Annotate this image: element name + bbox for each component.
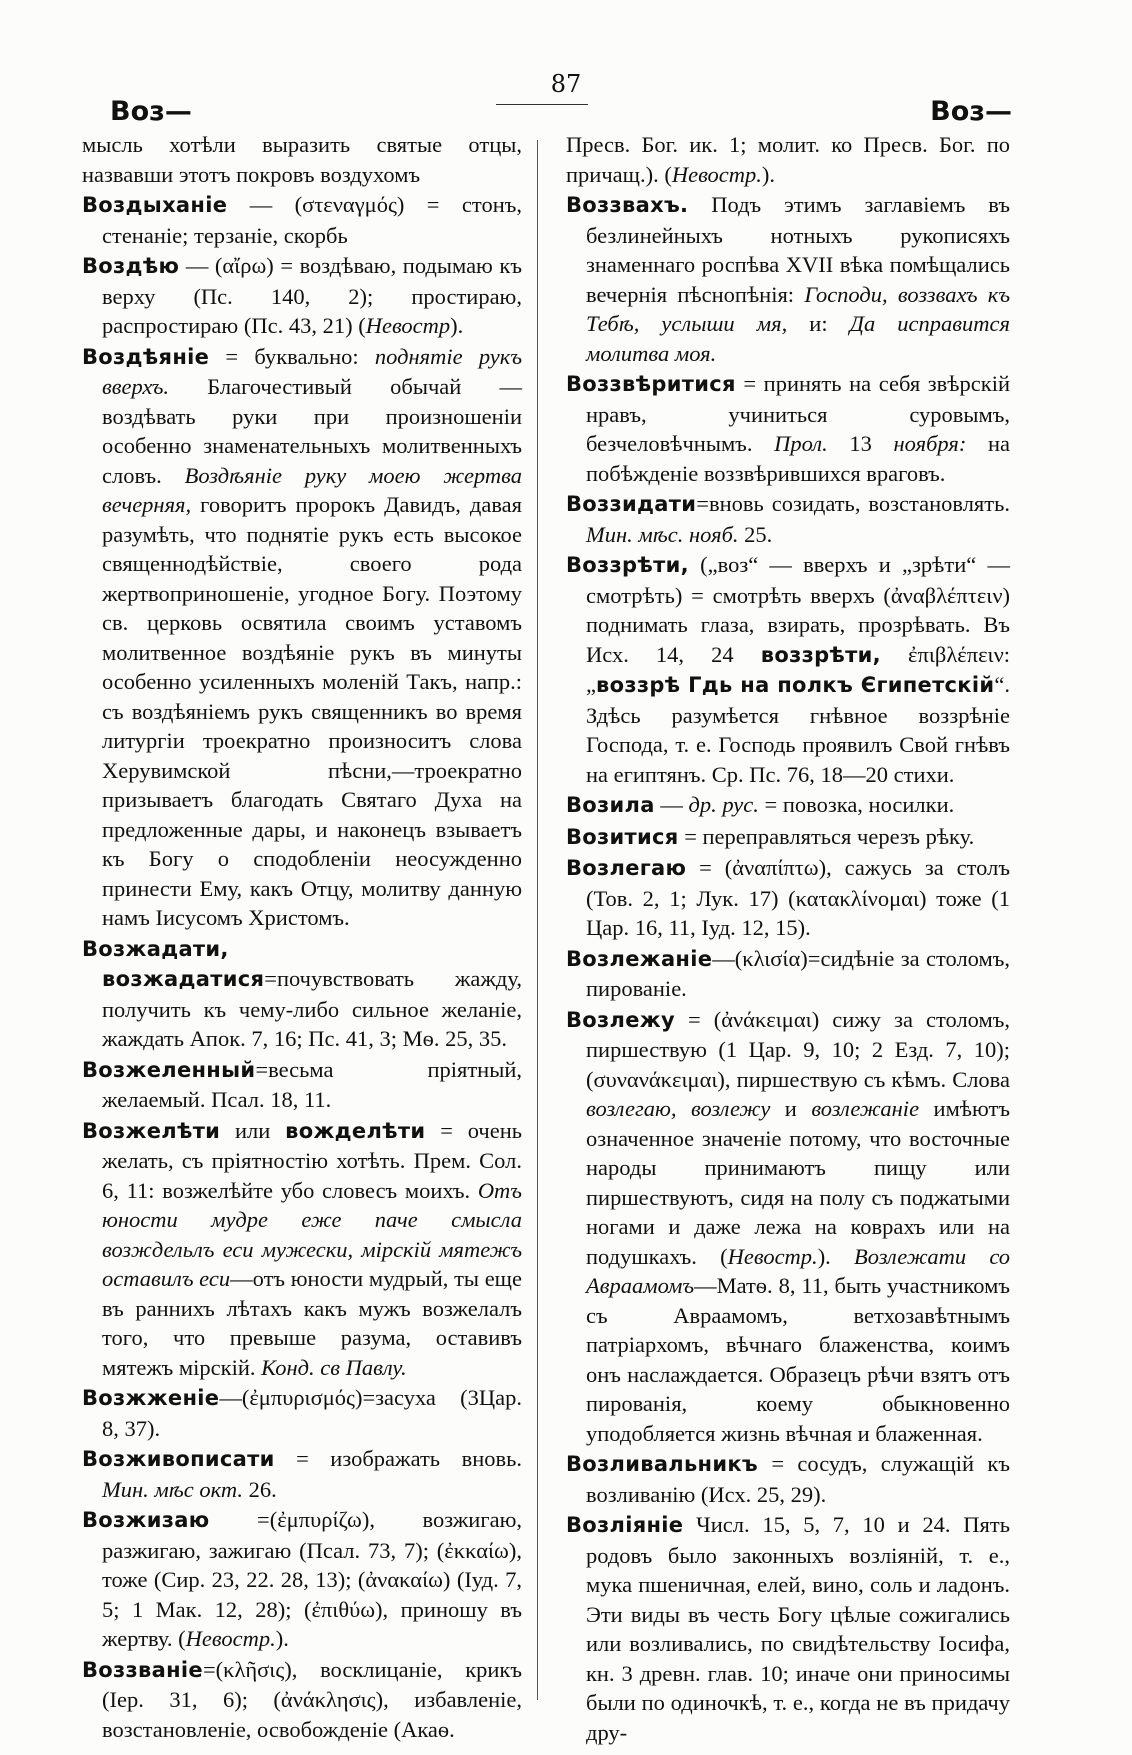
entry-text: = (ἀνάκειμαι) сижу за столомъ, пиршествую (1 Цар. 9, 10; 2 Езд. 7, 10); (συνανάκειμαι), пиршествую съ кѣмъ. Слова bbox=[586, 1006, 1010, 1092]
entry-text: ). bbox=[761, 161, 776, 187]
dictionary-entry bbox=[566, 1449, 1010, 1509]
entry-text: на побѣжденіе воззвѣрившихся враговъ. bbox=[586, 431, 1010, 486]
italic-text: возлегаю, возлежу bbox=[586, 1096, 771, 1121]
entry-text: —(κλισία)=сидѣніе за столомъ, пированіе. bbox=[586, 945, 1010, 1001]
entry-text: = повозка, носилки. bbox=[758, 792, 955, 817]
italic-text: Прол. bbox=[774, 431, 828, 456]
headword: Возжелѣти bbox=[82, 1118, 221, 1143]
entry-text: — (αἴρω) = воздѣваю, подымаю къ верху (Пс. 140, 2); простираю, распростираю (Пс. 43, 21) ( bbox=[102, 253, 522, 338]
entry-text: („воз“ — вверхъ и „зрѣти“ — смотрѣть) = смотрѣть вверхъ (ἀναβλέπτειν) поднимать глаза, взирать, прозрѣвать. Въ Исх. 14, 24 bbox=[586, 552, 1010, 667]
running-head-right: Воз— bbox=[930, 96, 1012, 127]
entry-text: = очень желать, съ пріятностію хотѣть. Прем. Сол. 6, 11: возжелѣйте убо словесъ моихъ. bbox=[102, 1117, 523, 1203]
page-number: 87 bbox=[550, 70, 582, 98]
headword: Возжженіе bbox=[82, 1386, 220, 1410]
entry-text: или bbox=[220, 1117, 286, 1143]
headword: Воздѣяніе bbox=[82, 344, 210, 369]
left-column bbox=[82, 130, 523, 1742]
dictionary-entry bbox=[82, 251, 522, 341]
headword: воззрѣти, bbox=[760, 642, 881, 667]
entry-text: —(ἐμπυρισμός)=засуха (3Цар. 8, 37). bbox=[102, 1385, 522, 1441]
dictionary-entry bbox=[566, 550, 1010, 789]
dictionary-entry bbox=[566, 369, 1010, 488]
headword: Воззвахъ. bbox=[566, 193, 689, 217]
entry-text: =вновь созидать, возстановлять. bbox=[696, 491, 1010, 516]
headword: Воззваніе bbox=[82, 1657, 203, 1682]
entry-text: — (στεναγμός) = стонъ, стенаніе; терзаніе, скорбь bbox=[102, 192, 522, 248]
italic-text: Мин. мѣс. нояб. bbox=[586, 521, 739, 547]
entry-text: ). bbox=[817, 1243, 855, 1269]
entry-text: =(κλῆσις), восклицаніе, крикъ (Іер. 31, 6); (ἀνάκλησις), избавленіе, возстановленіе, освобожденіе (Акаѳ. bbox=[102, 1656, 522, 1742]
dictionary-entry bbox=[82, 190, 522, 250]
column-divider bbox=[537, 140, 538, 1700]
entry-text: =весьма пріятный, желаемый. Псал. 18, 11. bbox=[102, 1056, 522, 1112]
entry-text: = сосудъ, служащій къ возливанію (Исх. 25, 29). bbox=[586, 1451, 1010, 1507]
page-number-rule bbox=[496, 104, 588, 105]
entry-text: 26. bbox=[243, 1476, 277, 1502]
headword: вожделѣти bbox=[285, 1118, 426, 1143]
italic-text: ноября: bbox=[893, 431, 967, 456]
headword: Возлежаніе bbox=[566, 946, 713, 971]
entry-text: Благочестивый обычай — воздѣвать руки при произношеніи особенно знаменательныхъ молитвенныхъ словъ. bbox=[102, 374, 522, 488]
entry-text: имѣютъ означенное значеніе потому, что восточные народы принимаютъ пищу или пиршествуютъ, сидя на полу съ поджатыми ногами и даже лежа на коврахъ или на подушкахъ. ( bbox=[586, 1096, 1011, 1269]
dictionary-entry bbox=[82, 934, 522, 1054]
entry-text: =почувствовать жажду, получить къ чему-либо сильное желаніе, жаждать Апок. 7, 16; Пс. 41, 3; Мѳ. 25, 35. bbox=[102, 966, 522, 1051]
dictionary-entry bbox=[82, 1444, 522, 1504]
dictionary-entry bbox=[566, 944, 1010, 1004]
italic-text: Да исправится молитва моя. bbox=[586, 311, 1010, 366]
italic-text: поднятіе рукъ вверхъ. bbox=[102, 343, 522, 399]
headword: Возливальникъ bbox=[566, 1452, 759, 1476]
entry-text: Пресв. Бог. ик. 1; молит. ко Пресв. Бог. по причащ.). ( bbox=[566, 132, 1010, 187]
italic-text: Невостр. bbox=[185, 1626, 276, 1651]
dictionary-entry bbox=[566, 790, 1010, 821]
italic-text: Конд. св Павлу. bbox=[261, 1354, 407, 1380]
entry-text: Числ. 15, 5, 7, 10 и 24. Пять родовъ было законныхъ возліяній, т. е., мука пшеничная, елей, вино, соль и ладонъ. Эти виды въ честь Богу цѣлые сожигались или возливались, по свидѣтельству Іосифа, кн. 3 древн. глав. 10; иначе они приносимы были по одиночкѣ, т. е., когда не въ придачу дру- bbox=[586, 1512, 1010, 1745]
headword: Возліяніе bbox=[566, 1513, 684, 1537]
entry-text: 13 bbox=[827, 431, 894, 456]
dictionary-entry bbox=[566, 822, 1010, 853]
headword: Воззидати bbox=[566, 492, 697, 516]
italic-text: Возлежати со Авраамомъ bbox=[586, 1243, 1010, 1298]
entry-text: ἐπιβλέπειν: „ bbox=[586, 641, 1010, 697]
entry-text: = изображать вновь. bbox=[274, 1446, 522, 1471]
dictionary-entry bbox=[566, 489, 1010, 549]
dictionary-entry bbox=[566, 1510, 1010, 1747]
entry-text: мысль хотѣли выразить святые отцы, назвавши этотъ покровъ воздухомъ bbox=[82, 132, 522, 187]
headword: Возлегаю bbox=[566, 856, 687, 880]
headword: Воззвѣритися bbox=[566, 372, 736, 396]
entry-text: = буквально: bbox=[209, 343, 375, 369]
entry-text: = переправляться черезъ рѣку. bbox=[678, 823, 975, 849]
headword: Воздыханіе bbox=[82, 193, 228, 217]
entry-text: Подъ этимъ заглавіемъ въ безлинейныхъ нотныхъ рукописяхъ знаменнаго роспѣва XVII вѣка помѣщались вечернія пѣснопѣнія: bbox=[586, 192, 1010, 307]
headword: Возжадати, возжадатися bbox=[82, 936, 265, 991]
headword: Возжеленный bbox=[82, 1057, 256, 1082]
entry-text: — bbox=[654, 792, 689, 817]
headword: Воздѣю bbox=[82, 254, 180, 278]
headword: Возжизаю bbox=[82, 1508, 210, 1532]
continued-paragraph bbox=[566, 130, 1010, 189]
headword: Возлежу bbox=[566, 1007, 675, 1032]
entry-text: “. Здѣсь разумѣется гнѣвное воззрѣніе Господа, т. е. Господь проявилъ Свой гнѣвъ на египтянъ. Ср. Пс. 76, 18—20 стихи. bbox=[586, 672, 1010, 787]
italic-text: Отъ юности мудре еже паче смысла возждельлъ еси мужески, мірскій мятежъ оставилъ еси bbox=[102, 1177, 522, 1291]
entry-text: —Матѳ. 8, 11, быть участникомъ съ Авраамомъ, ветхозавѣтнымъ патріархомъ, вѣчнаго блаженства, коимъ онъ наслаждается. Образецъ рѣчи взятъ отъ пированія, коему обыкновенно уподобляется жизнь вѣчная и блаженная. bbox=[586, 1273, 1010, 1446]
dictionary-entry bbox=[82, 342, 522, 933]
entry-text: говоритъ пророкъ Давидъ, давая разумѣть, что поднятіе рукъ есть высокое священнодѣйствіе, своего рода жертвоприношеніе, угодное Богу. Поэтому св. церковь освятила своимъ уставомъ молитвенное воздѣяніе рукъ въ минуты особенно усиленныхъ моленій Такъ, напр.: съ воздѣяніемъ рукъ священникъ во время литургіи троекратно произноситъ слова Херувимской пѣсни,—троекратно призываетъ благодать Святаго Духа на предложенные дары, и наконецъ взываетъ къ Богу о сподобленіи неосужденно принести Ему, какъ Отцу, молитву данную намъ Іисусомъ Христомъ. bbox=[102, 492, 522, 930]
italic-text: Господи, воззвахъ къ Тебѣ, услыши мя, bbox=[586, 281, 1010, 336]
italic-text: возлежаніе bbox=[811, 1096, 920, 1121]
right-column bbox=[566, 130, 1011, 1745]
headword: Возитися bbox=[566, 824, 679, 849]
entry-text: = (ἀναπίπτω), сажусь за столъ (Тов. 2, 1; Лук. 17) (κατακλίνομαι) тоже (1 Цар. 16, 11, Іуд. 12, 15). bbox=[586, 855, 1010, 940]
entry-text: =(ἐμπυρίζω), возжигаю, разжигаю, зажигаю (Псал. 73, 7); (ἐκκαίω), тоже (Сир. 23, 22. 28, 13); (ἀνακαίω) (Іуд. 7, 5; 1 Мак. 12, 28); (ἐπιθύω), приношу въ жертву. ( bbox=[102, 1507, 522, 1651]
headword: воззрѣ Гдь на полкъ Єгипетскій bbox=[596, 673, 995, 697]
italic-text: Воздѣяніе руку моею жертва вечерняя, bbox=[102, 462, 522, 517]
italic-text: Невостр bbox=[365, 313, 451, 338]
entry-text: 25. bbox=[738, 521, 773, 547]
italic-text: Невостр. bbox=[671, 161, 762, 187]
entry-text: ). bbox=[450, 313, 464, 338]
dictionary-entry bbox=[566, 853, 1010, 943]
dictionary-entry bbox=[82, 1055, 522, 1115]
entry-text: —отъ юности мудрый, ты еще въ раннихъ лѣтахъ какъ мужъ возжелалъ того, что превыше разума, оставивъ мятежъ мірскій. bbox=[102, 1266, 522, 1380]
dictionary-entry bbox=[82, 1383, 522, 1443]
dictionary-entry bbox=[82, 1116, 522, 1383]
dictionary-entry bbox=[566, 190, 1010, 368]
running-head-left: Воз— bbox=[110, 96, 192, 127]
continued-paragraph bbox=[82, 130, 522, 189]
dictionary-entry bbox=[566, 1005, 1010, 1449]
entry-text: и bbox=[770, 1096, 812, 1121]
dictionary-entry bbox=[82, 1505, 522, 1654]
entry-text: ). bbox=[275, 1626, 289, 1651]
headword: Возживописати bbox=[82, 1447, 275, 1471]
italic-text: др. рус. bbox=[688, 792, 759, 817]
italic-text: Невостр. bbox=[727, 1243, 818, 1269]
headword: Возила bbox=[566, 793, 655, 817]
entry-text: и: bbox=[787, 311, 850, 336]
dictionary-entry bbox=[82, 1655, 522, 1745]
headword: Воззрѣти, bbox=[566, 553, 689, 577]
entry-text: = принять на себя звѣрскій нравъ, учиниться суровымъ, безчеловѣчнымъ. bbox=[586, 371, 1010, 456]
italic-text: Мин. мѣс окт. bbox=[102, 1476, 244, 1502]
